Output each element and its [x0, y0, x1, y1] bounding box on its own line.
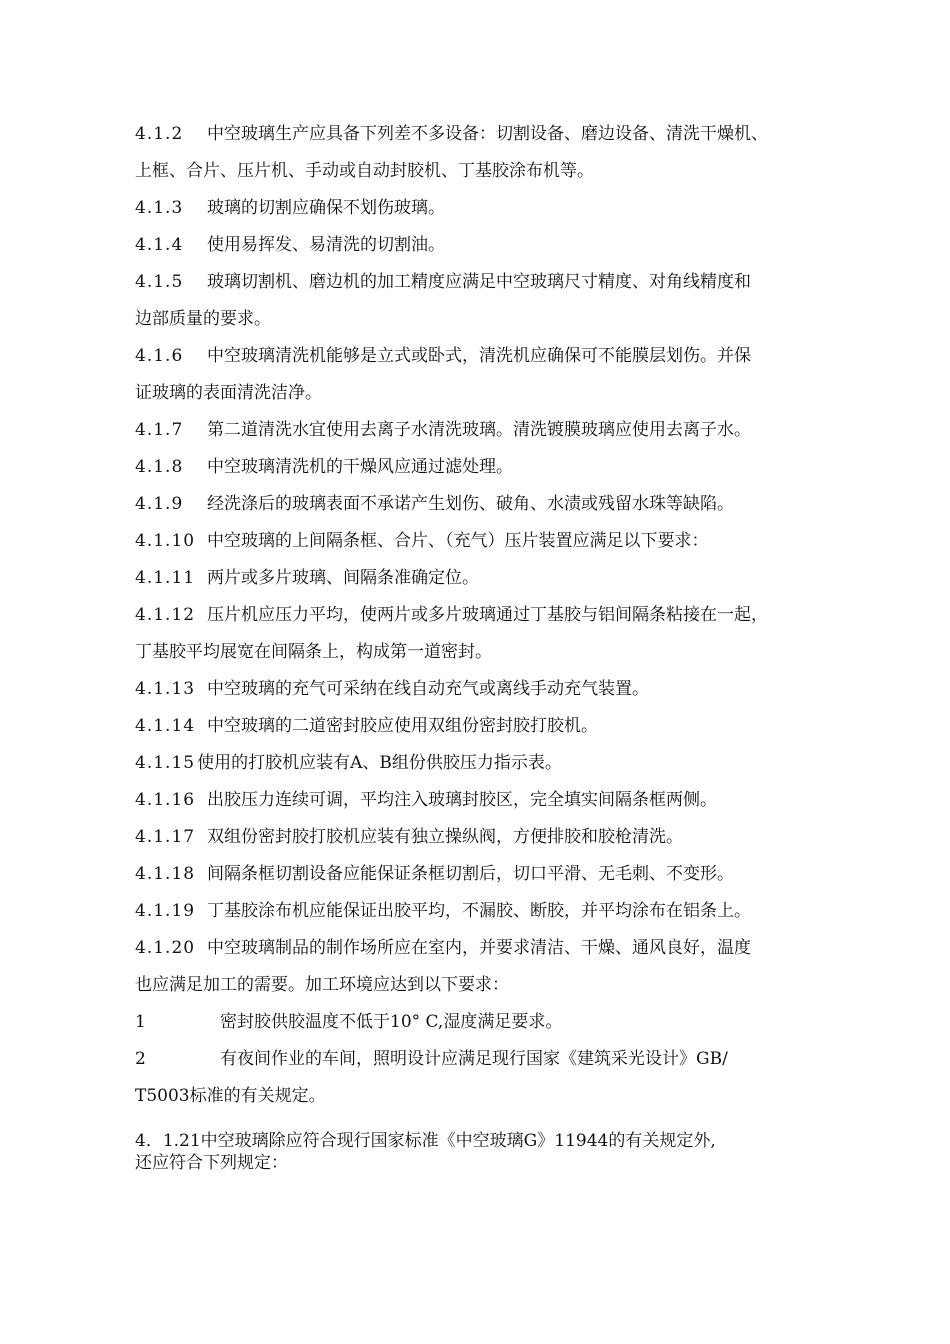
- clause-number: 4.1.11: [135, 568, 196, 588]
- clause-number: 4.1.7: [135, 420, 184, 440]
- clause-line: [135, 893, 835, 930]
- clause-line: [135, 597, 835, 634]
- clause-number: 4.1.8: [135, 457, 184, 477]
- clause-text: 密封胶供胶温度不低于10° C,湿度满足要求。: [220, 1012, 563, 1032]
- clause-line: [135, 708, 835, 745]
- clause-text: 证玻璃的表面清洗洁净。: [135, 383, 322, 403]
- clause-text: 边部质量的要求。: [135, 309, 271, 329]
- clause-number: 4.1.18: [135, 864, 196, 884]
- clause-text: 丁基胶涂布机应能保证出胶平均，不漏胶、断胶，并平均涂布在铝条上。: [207, 901, 751, 921]
- clause-continuation-line: [135, 301, 835, 338]
- clause-text: 中空玻璃的上间隔条框、合片、（充气）压片装置应满足以下要求：: [207, 531, 709, 551]
- clause-number: 4.1.14: [135, 716, 196, 736]
- clause-text: 玻璃的切割应确保不划伤玻璃。: [207, 198, 445, 218]
- clause-line: [135, 1041, 835, 1078]
- clause-text: 中空玻璃清洗机能够是立式或卧式，清洗机应确保可不能膜层划伤。并保: [207, 346, 751, 366]
- clause-text: 中空玻璃的二道密封胶应使用双组份密封胶打胶机。: [207, 716, 598, 736]
- clause-number: 4.1.19: [135, 901, 196, 921]
- clause-number: 4.1.2: [135, 124, 184, 144]
- clause-continuation-line: [135, 1078, 835, 1115]
- clause-text: 间隔条框切割设备应能保证条框切割后，切口平滑、无毛刺、不变形。: [207, 864, 734, 884]
- clause-text: 中空玻璃制品的制作场所应在室内，并要求清洁、干燥、通风良好，温度: [207, 938, 751, 958]
- clause-line: [135, 523, 835, 560]
- clause-line: [135, 671, 835, 708]
- clause-text: 上框、合片、压片机、手动或自动封胶机、丁基胶涂布机等。: [135, 161, 594, 181]
- clause-text: 两片或多片玻璃、间隔条准确定位。: [207, 568, 479, 588]
- clause-text: 使用易挥发、易清洗的切割油。: [207, 235, 445, 255]
- clause-text: 丁基胶平均展宽在间隔条上，构成第一道密封。: [135, 642, 492, 662]
- clause-line: [135, 782, 835, 819]
- clause-number: 4.1.20: [135, 938, 196, 958]
- clause-text: 中空玻璃的充气可采纳在线自动充气或离线手动充气装置。: [207, 679, 649, 699]
- clause-text: 双组份密封胶打胶机应装有独立操纵阀，方便排胶和胶枪清洗。: [207, 827, 683, 847]
- final-paragraph: [135, 1130, 835, 1174]
- clause-text: 出胶压力连续可调，平均注入玻璃封胶区，完全填实间隔条框两侧。: [207, 790, 717, 810]
- clause-line: [135, 560, 835, 597]
- clause-number: 1: [135, 1012, 147, 1032]
- clause-line: [135, 486, 835, 523]
- clause-number: 2: [135, 1049, 147, 1069]
- clause-continuation-line: [135, 375, 835, 412]
- clause-number: 4.1.10: [135, 531, 196, 551]
- final-line-1: 4．1.21中空玻璃除应符合现行国家标准《中空玻璃G》11944的有关规定外,: [135, 1131, 716, 1151]
- clause-line: [135, 819, 835, 856]
- clause-number: 4.1.4: [135, 235, 184, 255]
- clause-line: [135, 412, 835, 449]
- clause-line: [135, 264, 835, 301]
- clause-text: 有夜间作业的车间，照明设计应满足现行国家《建筑采光设计》GB/: [220, 1049, 728, 1069]
- clause-line: [135, 930, 835, 967]
- clause-text: 也应满足加工的需要。加工环境应达到以下要求：: [135, 975, 509, 995]
- clause-line: [135, 227, 835, 264]
- clause-line: [135, 856, 835, 893]
- document-body: [135, 116, 835, 1115]
- clause-text: 压片机应压力平均，使两片或多片玻璃通过丁基胶与铝间隔条粘接在一起，: [207, 605, 768, 625]
- clause-line: [135, 190, 835, 227]
- clause-line: [135, 116, 835, 153]
- clause-text: 中空玻璃生产应具备下列差不多设备：切割设备、磨边设备、清洗干燥机、: [207, 124, 768, 144]
- clause-text: 经洗涤后的玻璃表面不承诺产生划伤、破角、水渍或残留水珠等缺陷。: [207, 494, 734, 514]
- clause-line: [135, 449, 835, 486]
- clause-line: [135, 745, 835, 782]
- clause-line: [135, 338, 835, 375]
- clause-number: 4.1.16: [135, 790, 196, 810]
- clause-continuation-line: [135, 634, 835, 671]
- clause-number: 4.1.12: [135, 605, 196, 625]
- clause-number: 4.1.13: [135, 679, 196, 699]
- clause-number: 4.1.17: [135, 827, 196, 847]
- clause-number: 4.1.6: [135, 346, 184, 366]
- final-line-2: 还应符合下列规定：: [135, 1153, 288, 1173]
- clause-continuation-line: [135, 153, 835, 190]
- clause-text: 玻璃切割机、磨边机的加工精度应满足中空玻璃尺寸精度、对角线精度和: [207, 272, 751, 292]
- clause-text: 中空玻璃清洗机的干燥风应通过滤处理。: [207, 457, 513, 477]
- clause-line: [135, 1004, 835, 1041]
- clause-continuation-line: [135, 967, 835, 1004]
- clause-number: 4.1.9: [135, 494, 184, 514]
- clause-text: 使用的打胶机应装有A、B组份供胶压力指示表。: [197, 753, 562, 773]
- clause-number: 4.1.15: [135, 753, 196, 773]
- clause-number: 4.1.5: [135, 272, 184, 292]
- clause-text: 第二道清洗水宜使用去离子水清洗玻璃。清洗镀膜玻璃应使用去离子水。: [207, 420, 751, 440]
- clause-text: T5003标准的有关规定。: [135, 1086, 326, 1106]
- clause-number: 4.1.3: [135, 198, 184, 218]
